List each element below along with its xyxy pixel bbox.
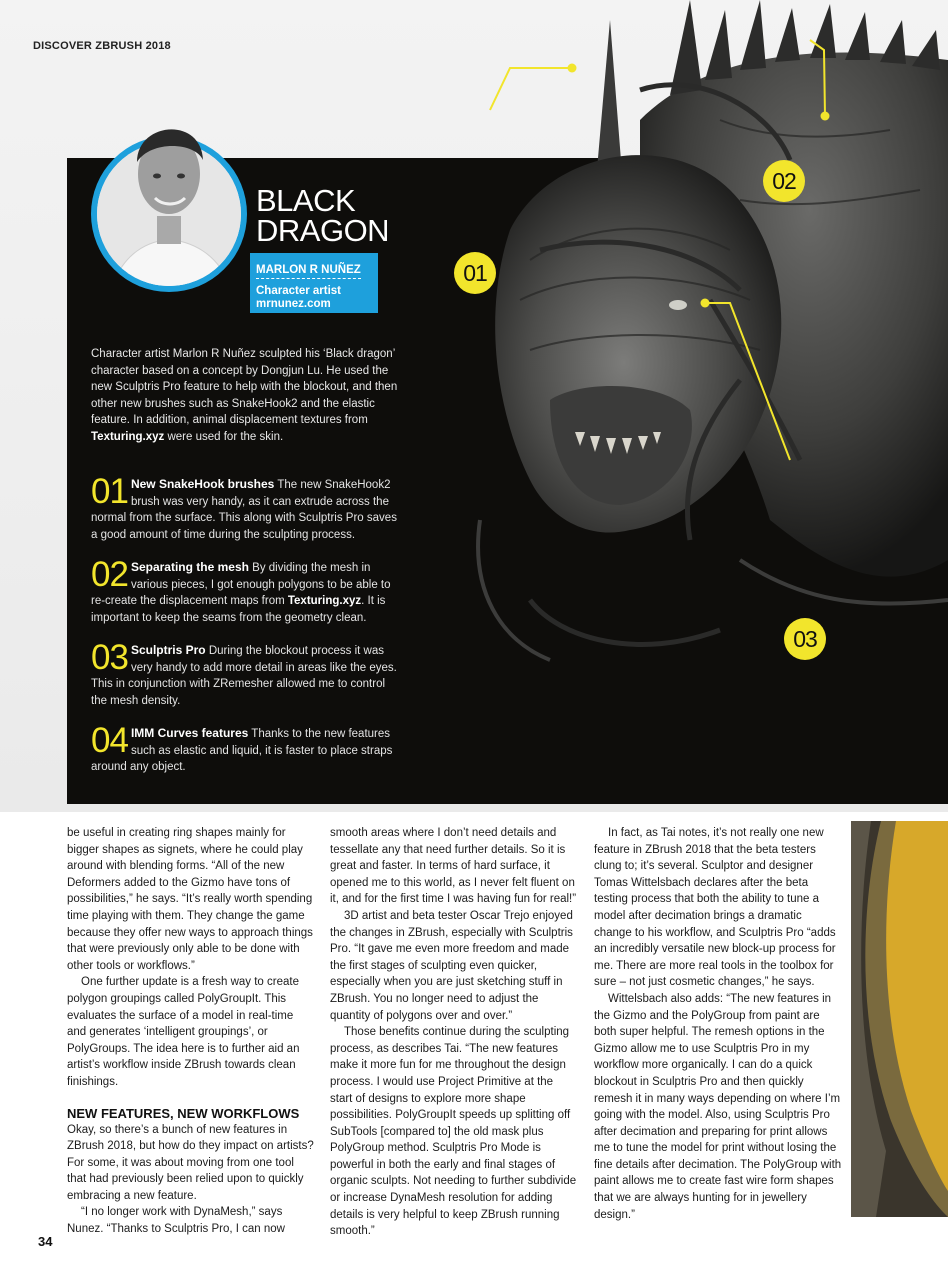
intro-text: Character artist Marlon R Nuñez sculpted his ‘Black dragon’ character based on a concept by Dongjun Lu. He used the new Sculptris Pro feature to help with the blockout, and then other new brushes such as SnakeHook2 and the elastic feature. In addition, animal displacement textures from (91, 348, 398, 427)
paragraph: In fact, as Tai notes, it’s not really one new feature in ZBrush 2018 that the beta testers clung to; it’s several. Sculptor and designer Tomas Wittelsbach declares after the beta testing process that both the ability to tune a model after decimation brings a dramatic change to his workflow, and Sculptris Pro “adds an incredibly versatile new block-up process for me. There are more real tools in the toolbox for sure – not just cosmetic changes,” he says. (594, 827, 836, 989)
tip-heading: Separating the mesh (130, 560, 249, 574)
body-column-1 (67, 825, 315, 1238)
feature-title-line2: DRAGON (256, 213, 390, 248)
tip-number: 03 (91, 638, 128, 677)
tip-heading: IMM Curves features (130, 726, 249, 740)
intro-link[interactable]: Texturing.xyz (91, 430, 165, 443)
intro-end: were used for the skin. (164, 430, 284, 443)
body-column-3 (594, 825, 842, 1223)
paragraph: “I no longer work with DynaMesh,” says Nunez. “Thanks to Sculptris Pro, I can now (67, 1206, 285, 1236)
tip-text-end: . It is important to keep the seams from the geometry clean. (91, 595, 386, 624)
artist-role: Character artist (256, 285, 342, 297)
tip-01 (91, 472, 399, 543)
paragraph: smooth areas where I don’t need details and tessellate any that need further details. So it is great and faster. In terms of hard surface, it opened me to this world, as I never felt fluent on it, and for the first time I was having fun for real!” (330, 827, 577, 906)
callout-01: 01 (454, 252, 496, 294)
tip-text: The new SnakeHook2 brush was very handy, as it can extrude across the normal from the surface. This along with Sculptris Pro saves a good amount of time during the sculpting process. (91, 479, 397, 541)
dragon-illustration (440, 0, 948, 804)
callout-03: 03 (784, 618, 826, 660)
tip-02 (91, 555, 399, 626)
tip-04 (91, 721, 399, 776)
callout-02: 02 (763, 160, 805, 202)
paragraph: Wittelsbach also adds: “The new features in the Gizmo and the PolyGroup from paint are both super helpful. The remesh options in the Gizmo allow me to use Sculptris Pro in my workflow more organically. I can do a quick blockout in Sculptris Pro and then quickly remesh it in many ways depending on where I’m going with the model. Also, using Sculptris Pro after decimation and preparing for print allows me to tune the model for print without losing the fine details after decimation. The PolyGroup with paint allows me to create fast wire form shapes that we are always hunting for in jewellery design.” (594, 992, 842, 1221)
tip-number: 02 (91, 555, 128, 594)
tip-number: 04 (91, 721, 128, 760)
paragraph: Okay, so there’s a bunch of new features in ZBrush 2018, but how do they impact on artists? For some, it was about moving from one tool that had previously been relied upon to quickly embracing a new feature. (67, 1123, 314, 1202)
tip-heading: Sculptris Pro (130, 643, 206, 657)
body-column-2 (330, 825, 578, 1240)
section-heading: NEW FEATURES, NEW WORKFLOWS (67, 1105, 300, 1121)
paragraph: be useful in creating ring shapes mainly for bigger shapes as signets, where he could play around with blending forms. “All of the new Deformers added to the Gizmo have tons of possibilities,” he says. “It’s really worth spending time playing with them. They change the game because they offer new ways to approach things that were previously only able to be done with other tools or workflows.” (67, 827, 313, 972)
side-image (851, 821, 948, 1217)
paragraph: 3D artist and beta tester Oscar Trejo enjoyed the changes in ZBrush, especially with Sculptris Pro. “It gave me even more freedom and made the first stages of sculpting even quicker, especially when you are just sketching stuff in ZBrush. You no longer need to adjust the quantity of polygons over and over.” (330, 909, 573, 1022)
tip-text: By dividing the mesh in various pieces, I got enough polygons to be able to re-create the displacement maps from (91, 562, 391, 608)
tip-text: During the blockout process it was very handy to add more detail in areas like the eyes. This in conjunction with ZRemesher allowed me to control the mesh density. (91, 645, 397, 707)
tip-text: Thanks to the new features such as elastic and liquid, it is faster to place straps around any object. (91, 728, 393, 774)
artist-website[interactable]: mrnunez.com (256, 298, 331, 310)
feature-intro (91, 346, 399, 446)
paragraph: One further update is a fresh way to create polygon groupings called PolyGroupIt. This evaluates the surface of a model in real-time and generates ‘intelligent groupings’, or PolyGroups. The idea here is to further aid an artist’s workflow inside ZBrush towards clean finishings. (67, 976, 300, 1088)
tip-link[interactable]: Texturing.xyz (287, 595, 362, 608)
paragraph: Those benefits continue during the sculpting process, as describes Tai. “The new features make it more fun for me throughout the design process. I would use Project Primitive at the start of designs to explore more shape possibilities. PolyGroupIt speeds up splitting off SubTools [compared to] the old mask plus PolyGroup method. Sculptris Pro Mode is powerful in both the early and final stages of organic sculpts. Not needing to further subdivide or increase DynaMesh resolution for adding details is very helpful to keep ZBrush running smooth.” (330, 1026, 577, 1238)
artist-name: MARLON R NUÑEZ (256, 264, 361, 279)
tip-03 (91, 638, 399, 709)
feature-title-line1: BLACK (256, 183, 356, 218)
artist-portrait (91, 112, 247, 292)
feature-title (256, 183, 390, 248)
tip-heading: New SnakeHook brushes (130, 477, 275, 491)
running-head: DISCOVER ZBRUSH 2018 (33, 40, 171, 52)
tip-number: 01 (91, 472, 128, 511)
page-number: 34 (38, 1234, 53, 1249)
